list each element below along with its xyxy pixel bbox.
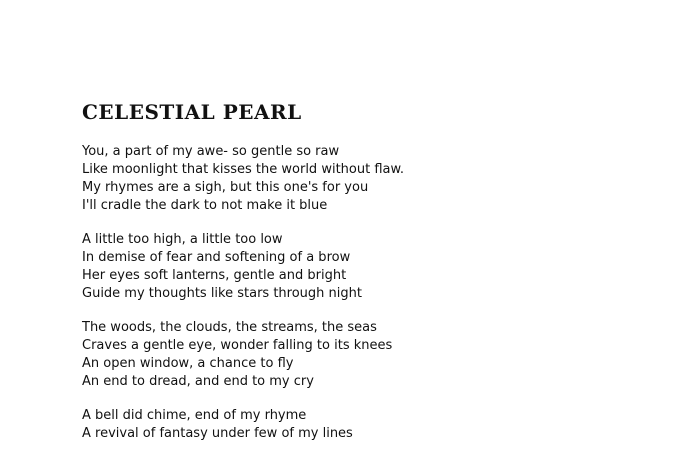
poem-line: A revival of fantasy under few of my lines (82, 426, 353, 441)
poem-line: A bell did chime, end of my rhyme (82, 408, 307, 423)
stanza-3 (82, 319, 642, 391)
stanza-1 (82, 143, 642, 215)
poem-line: In demise of fear and softening of a brow (82, 250, 351, 265)
poem-line: My rhymes are a sigh, but this one's for you (82, 180, 369, 195)
stanza-2 (82, 231, 642, 303)
poem-line: A little too high, a little too low (82, 232, 283, 247)
poem-line: The woods, the clouds, the streams, the seas (82, 320, 377, 335)
poem-line: An end to dread, and end to my cry (82, 374, 314, 389)
poem-title: CELESTIAL PEARL (82, 100, 302, 124)
poem-line: I'll cradle the dark to not make it blue (82, 198, 328, 213)
poem-body (82, 143, 642, 443)
stanza-4 (82, 407, 642, 443)
poem-line: Like moonlight that kisses the world without flaw. (82, 162, 405, 177)
poem-line: Her eyes soft lanterns, gentle and bright (82, 268, 347, 283)
poem-line: Craves a gentle eye, wonder falling to its knees (82, 338, 393, 353)
poem-line: An open window, a chance to fly (82, 356, 294, 371)
poem-page (82, 97, 642, 443)
poem-line: Guide my thoughts like stars through night (82, 286, 362, 301)
poem-line: You, a part of my awe- so gentle so raw (82, 144, 340, 159)
